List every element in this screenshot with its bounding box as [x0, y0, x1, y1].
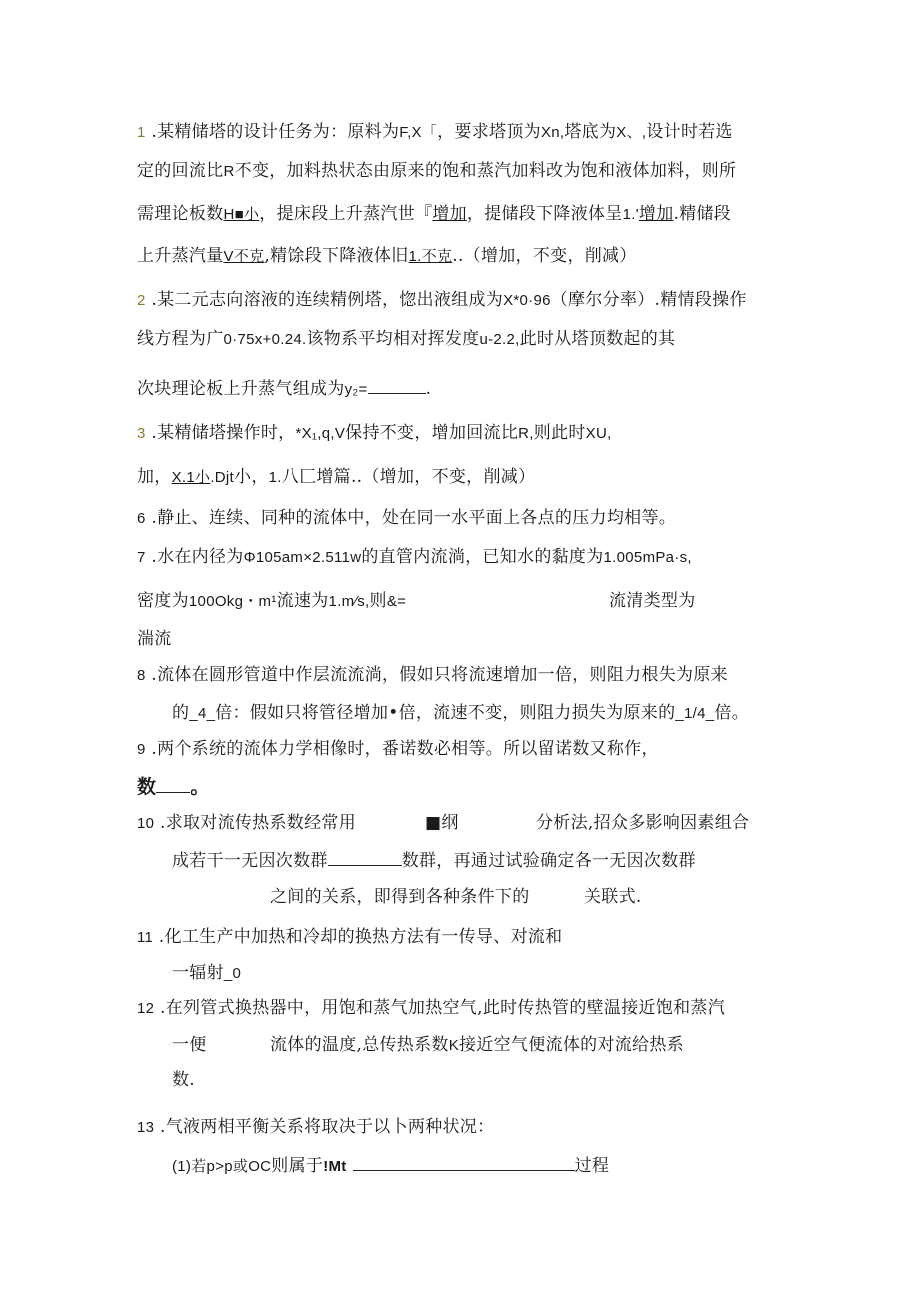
q6-line-1: 6 .静止、连续、同种的流体中，处在同一水平面上各点的压力均相等。: [137, 508, 677, 528]
q10-line-3-end: 关联式.: [584, 887, 642, 907]
q2-answer-blank: [368, 377, 426, 394]
q1-line-4: 上升蒸汽量V不克,精馀段下降液体旧1.不克..（增加，不变，削减）: [137, 246, 637, 266]
q12-line-2: 一便: [172, 1035, 207, 1055]
q1-answer-vapor: 增加: [432, 204, 467, 224]
q10-line-1-end: 分析法,招众多影响因素组合: [536, 813, 750, 833]
q13-number: 13: [137, 1119, 155, 1136]
q7-flow-type-label: 流清类型为: [609, 591, 696, 611]
q10-line-1: 10 .求取对流传热系数经常用: [137, 813, 357, 833]
q10-answer-blank: [328, 849, 402, 866]
q1-answer-l: 1.不克: [408, 248, 453, 265]
q11-line-2: 一辐射_0: [172, 963, 242, 983]
q12-number: 12: [137, 1000, 155, 1017]
q10-line-3: 之间的关系，即得到各种条件下的: [270, 887, 530, 907]
q7-line-1: 7 .水在内径为Φ105am×2.511w的直管内流淌，已知水的黏度为1.005mPa·s,: [137, 547, 692, 567]
q12-line-2-end: 流体的温度,总传热系数K接近空气便流体的对流给热系: [270, 1035, 684, 1055]
q6-number: 6: [137, 510, 146, 527]
q7-number: 7: [137, 549, 146, 566]
q2-line-1: 2 .某二元志向溶液的连续精例塔，惚出液组成为X*0·96（摩尔分率）.精情段操作: [137, 290, 747, 310]
q10-number: 10: [137, 815, 155, 832]
q1-line-2: 定的回流比R不变，加料热状态由原来的饱和蒸汽加料改为饱和液体加料，则所: [137, 161, 737, 181]
q1-answer-v: V不克: [223, 248, 265, 265]
q3-number: 3: [137, 425, 146, 442]
q9-answer-blank: [156, 778, 190, 793]
q8-number: 8: [137, 667, 146, 684]
q2-number: 2: [137, 292, 146, 309]
q13-line-1: 13 .气液两相平衡关系将取决于以卜两种状况：: [137, 1117, 495, 1137]
q13-line-2: (1)若p>p或OC则属于!Mt 过程: [172, 1156, 610, 1176]
q1-answer-plates: H■小: [223, 206, 260, 223]
q1-line-1: 1 .某精储塔的设计任务为：原料为F,X「，要求塔顶为Xn,塔底为X、,设计时若选: [137, 122, 733, 142]
q1-answer-liquid: 增加: [638, 204, 674, 224]
q1-line-3: 需理论板数H■小，提床段上升蒸汽世『增加，提储段下降液体呈1.'增加.精储段: [137, 204, 732, 224]
q2-line-3: 次块理论板上升蒸气组成为y₂= .: [137, 379, 432, 399]
q13-answer-blank: [353, 1154, 575, 1171]
q11-number: 11: [137, 929, 154, 946]
q1-number: 1: [137, 124, 146, 141]
q10-line-2: 成若干一无因次数群 数群，再通过试验确定各一无因次数群: [172, 851, 696, 871]
q9-line-1: 9 .两个系统的流体力学相像时，番诺数必相等。所以留诺数又称作，: [137, 739, 659, 759]
q2-line-2: 线方程为广0·75x+0.24.该物系平均相对挥发度u-2.2,此时从塔顶数起的其: [137, 329, 676, 349]
q11-line-1: 11 .化工生产中加热和冷却的换热方法有一传导、对流和: [137, 927, 563, 947]
q8-line-2: 的_4_倍：假如只将管径增加•倍，流速不变，则阻力损失为原来的_1/4_倍。: [172, 703, 750, 723]
q3-line-1: 3 .某精储塔操作时，*X₁,q,V保持不变，增加回流比R,则此时XU,: [137, 423, 612, 443]
q9-line-2: 数 。: [137, 776, 210, 798]
q8-line-1: 8 .流体在圆形管道中作层流流淌，假如只将流速增加一倍，则阻力根失为原来: [137, 665, 728, 685]
q7-line-3: 湍流: [137, 629, 172, 649]
q12-line-3: 数.: [172, 1070, 196, 1090]
q12-line-1: 12 .在列管式换热器中，用饱和蒸气加热空气,此时传热管的壁温接近饱和蒸汽: [137, 998, 726, 1018]
q9-number: 9: [137, 741, 146, 758]
q3-line-2: 加，X.1小.Djt小，1.八匚增篇..（增加，不变，削减）: [137, 467, 536, 487]
q3-answer-xw: X.1小: [171, 469, 211, 486]
q10-dimension-word: ■纲: [425, 813, 459, 833]
q7-line-2: 密度为100Okg・m¹流速为1.m⁄s,则&=: [137, 591, 407, 611]
